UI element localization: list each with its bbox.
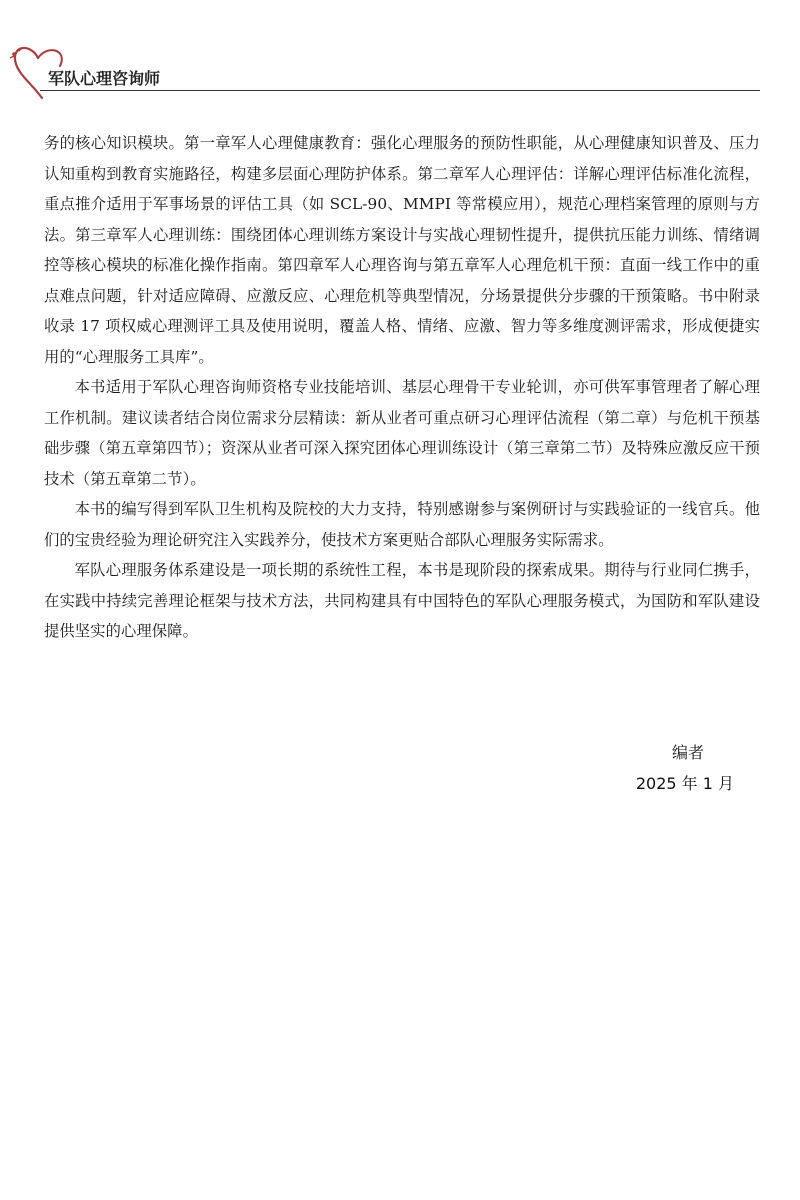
paragraph-4: 军队心理服务体系建设是一项长期的系统性工程，本书是现阶段的探索成果。期待与行业同仁携手，在实践中持续完善理论框架与技术方法，共同构建具有中国特色的军队心理服务模式，为国防和军队建设提供坚实的心理保障。 <box>44 561 760 640</box>
preface-body <box>44 128 760 647</box>
signature-editor: 编者 <box>671 743 704 762</box>
paragraph-1: 务的核心知识模块。第一章军人心理健康教育：强化心理服务的预防性职能，从心理健康知识普及、压力认知重构到教育实施路径，构建多层面心理防护体系。第二章军人心理评估：详解心理评估标准化流程，重点推介适用于军事场景的评估工具（如 SCL-90、MMPI 等常模应用），规范心理档案管理的原则与方法。第三章军人心理训练：围绕团体心理训练方案设计与实战心理韧性提升，提供抗压能力训练、情绪调控等核心模块的标准化操作指南。第四章军人心理咨询与第五章军人心理危机干预：直面一线工作中的重点难点问题，针对适应障碍、应激反应、心理危机等典型情况，分场景提供分步骤的干预策略。书中附录收录 17 项权威心理测评工具及使用说明，覆盖人格、情绪、应激、智力等多维度测评需求，形成便捷实用的“心理服务工具库”。 <box>44 134 760 366</box>
running-header <box>0 40 800 100</box>
header-divider <box>40 90 760 91</box>
paragraph-3: 本书的编写得到军队卫生机构及院校的大力支持，特别感谢参与案例研讨与实践验证的一线官兵。他们的宝贵经验为理论研究注入实践养分，使技术方案更贴合部队心理服务实际需求。 <box>44 500 760 549</box>
header-title: 军队心理咨询师 <box>48 69 161 88</box>
signature-date: 2025 年 1 月 <box>635 774 734 793</box>
paragraph-2: 本书适用于军队心理咨询师资格专业技能培训、基层心理骨干专业轮训，亦可供军事管理者了解心理工作机制。建议读者结合岗位需求分层精读：新从业者可重点研习心理评估流程（第二章）与危机干预基础步骤（第五章第四节）；资深从业者可深入探究团体心理训练设计（第三章第二节）及特殊应激反应干预技术（第五章第二节）。 <box>44 378 761 488</box>
